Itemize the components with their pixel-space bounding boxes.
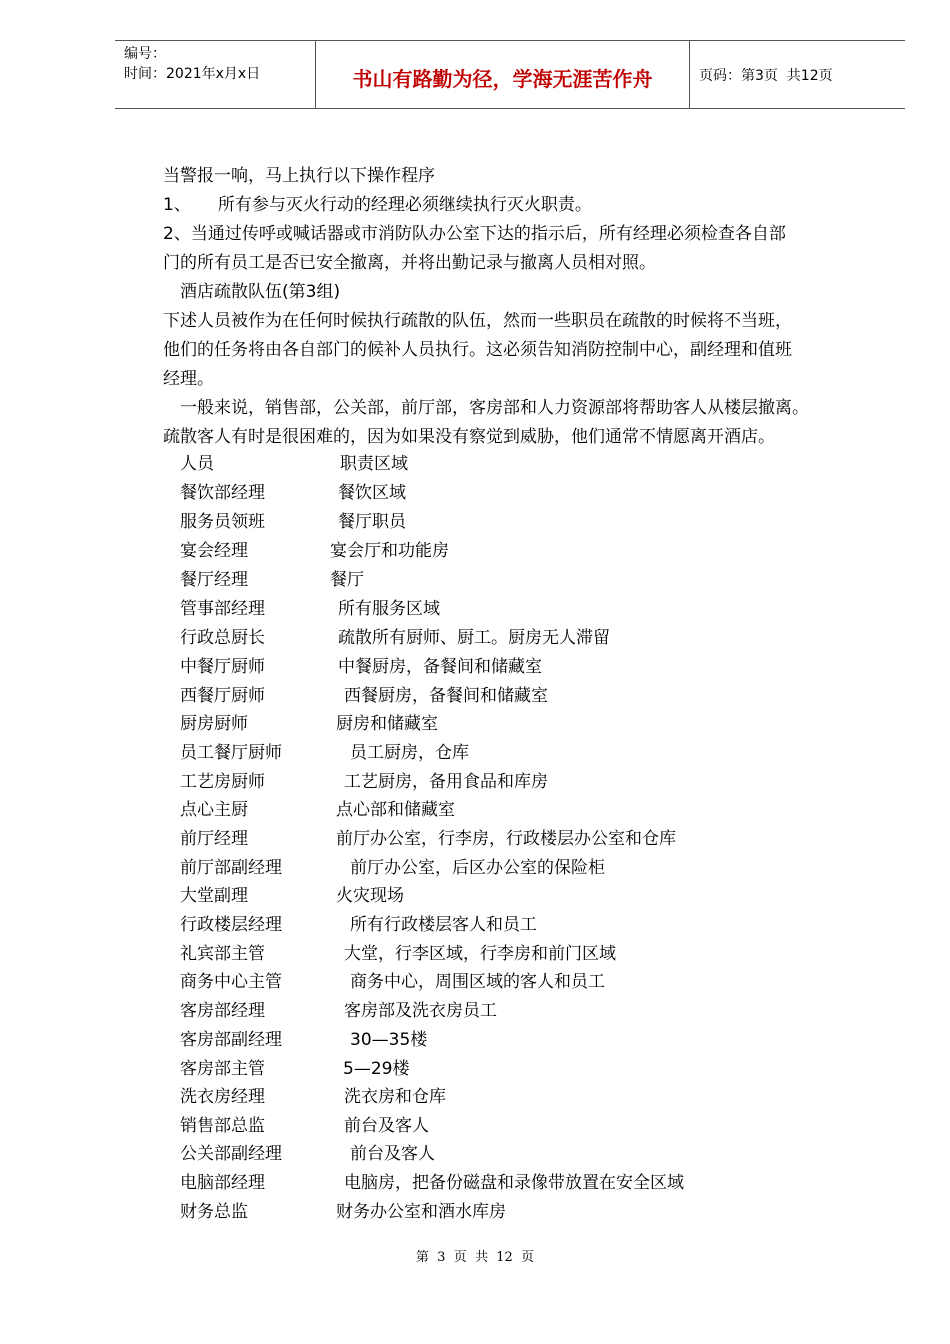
header-page-cell xyxy=(690,41,905,108)
number-label: 编号： xyxy=(124,46,166,62)
person-cell: 行政楼层经理 xyxy=(180,915,282,935)
area-cell: 商务中心，周围区域的客人和员工 xyxy=(350,972,605,992)
area-cell: 餐厅 xyxy=(330,570,364,590)
slogan: 书山有路勤为径，学海无涯苦作舟 xyxy=(352,67,653,91)
area-cell: 厨房和储藏室 xyxy=(336,714,438,734)
person-cell: 中餐厅厨师 xyxy=(180,657,265,677)
page-header xyxy=(115,40,905,109)
person-cell: 前厅部副经理 xyxy=(180,858,282,878)
para-2-line-1: 一般来说，销售部，公关部，前厅部，客房部和人力资源部将帮助客人从楼层撤离。 xyxy=(180,398,809,418)
area-cell: 工艺厨房，备用食品和库房 xyxy=(344,772,548,792)
person-cell: 厨房厨师 xyxy=(180,714,248,734)
section-title: 酒店疏散队伍(第3组) xyxy=(180,282,341,302)
person-cell: 客房部主管 xyxy=(180,1059,265,1079)
person-cell: 行政总厨长 xyxy=(180,628,265,648)
person-cell: 财务总监 xyxy=(180,1202,248,1222)
area-cell: 宴会厅和功能房 xyxy=(330,541,449,561)
person-cell: 工艺房厨师 xyxy=(180,772,265,792)
area-cell: 职责区域 xyxy=(340,454,408,474)
item-1: 1、 所有参与灭火行动的经理必须继续执行灭火职责。 xyxy=(163,195,592,215)
person-cell: 员工餐厅厨师 xyxy=(180,743,282,763)
para-2-line-2: 疏散客人有时是很困难的，因为如果没有察觉到威胁，他们通常不情愿离开酒店。 xyxy=(163,427,775,447)
area-cell: 前台及客人 xyxy=(344,1116,429,1136)
area-cell: 前厅办公室，行李房，行政楼层办公室和仓库 xyxy=(336,829,676,849)
area-cell: 西餐厨房，备餐间和储藏室 xyxy=(344,686,548,706)
area-cell: 所有行政楼层客人和员工 xyxy=(350,915,537,935)
person-cell: 餐厅经理 xyxy=(180,570,248,590)
person-cell: 管事部经理 xyxy=(180,599,265,619)
area-cell: 大堂，行李区域，行李房和前门区域 xyxy=(344,944,616,964)
para-1-line-2: 他们的任务将由各自部门的候补人员执行。这必须告知消防控制中心，副经理和值班 xyxy=(163,340,792,360)
area-cell: 中餐厨房，备餐间和储藏室 xyxy=(338,657,542,677)
person-cell: 商务中心主管 xyxy=(180,972,282,992)
person-cell: 电脑部经理 xyxy=(180,1173,265,1193)
area-cell: 电脑房，把备份磁盘和录像带放置在安全区域 xyxy=(344,1173,684,1193)
intro-text: 当警报一响，马上执行以下操作程序 xyxy=(163,166,435,186)
person-cell: 前厅经理 xyxy=(180,829,248,849)
person-cell: 人员 xyxy=(180,454,214,474)
para-1-line-3: 经理。 xyxy=(163,369,214,389)
area-cell: 5—29楼 xyxy=(343,1059,410,1079)
person-cell: 点心主厨 xyxy=(180,800,248,820)
header-meta-cell xyxy=(115,41,316,108)
item-2-line-1: 2、当通过传呼或喊话器或市消防队办公室下达的指示后，所有经理必须检查各自部 xyxy=(163,224,786,244)
person-cell: 销售部总监 xyxy=(180,1116,265,1136)
area-cell: 前台及客人 xyxy=(350,1144,435,1164)
item-2-line-2: 门的所有员工是否已安全撤离，并将出勤记录与撤离人员相对照。 xyxy=(163,253,656,273)
area-cell: 所有服务区域 xyxy=(338,599,440,619)
person-cell: 餐饮部经理 xyxy=(180,483,265,503)
area-cell: 财务办公室和酒水库房 xyxy=(336,1202,506,1222)
area-cell: 30—35楼 xyxy=(350,1030,428,1050)
area-cell: 洗衣房和仓库 xyxy=(344,1087,446,1107)
header-slogan-cell xyxy=(316,41,690,108)
person-cell: 礼宾部主管 xyxy=(180,944,265,964)
person-cell: 公关部副经理 xyxy=(180,1144,282,1164)
area-cell: 员工厨房，仓库 xyxy=(350,743,469,763)
area-cell: 疏散所有厨师、厨工。厨房无人滞留 xyxy=(338,628,610,648)
area-cell: 餐厅职员 xyxy=(338,512,406,532)
person-cell: 服务员领班 xyxy=(180,512,265,532)
person-cell: 客房部副经理 xyxy=(180,1030,282,1050)
area-cell: 点心部和储藏室 xyxy=(336,800,455,820)
area-cell: 前厅办公室，后区办公室的保险柜 xyxy=(350,858,605,878)
page-footer: 第 3 页 共 12 页 xyxy=(415,1250,535,1265)
person-cell: 客房部经理 xyxy=(180,1001,265,1021)
area-cell: 火灾现场 xyxy=(336,886,404,906)
person-cell: 洗衣房经理 xyxy=(180,1087,265,1107)
area-cell: 餐饮区域 xyxy=(338,483,406,503)
page-info: 页码：第3页 共12页 xyxy=(699,68,833,84)
para-1-line-1: 下述人员被作为在任何时候执行疏散的队伍，然而一些职员在疏散的时候将不当班， xyxy=(163,311,792,331)
area-cell: 客房部及洗衣房员工 xyxy=(344,1001,497,1021)
time-label: 时间：2021年x月x日 xyxy=(124,66,261,82)
person-cell: 西餐厅厨师 xyxy=(180,686,265,706)
person-cell: 宴会经理 xyxy=(180,541,248,561)
person-cell: 大堂副理 xyxy=(180,886,248,906)
